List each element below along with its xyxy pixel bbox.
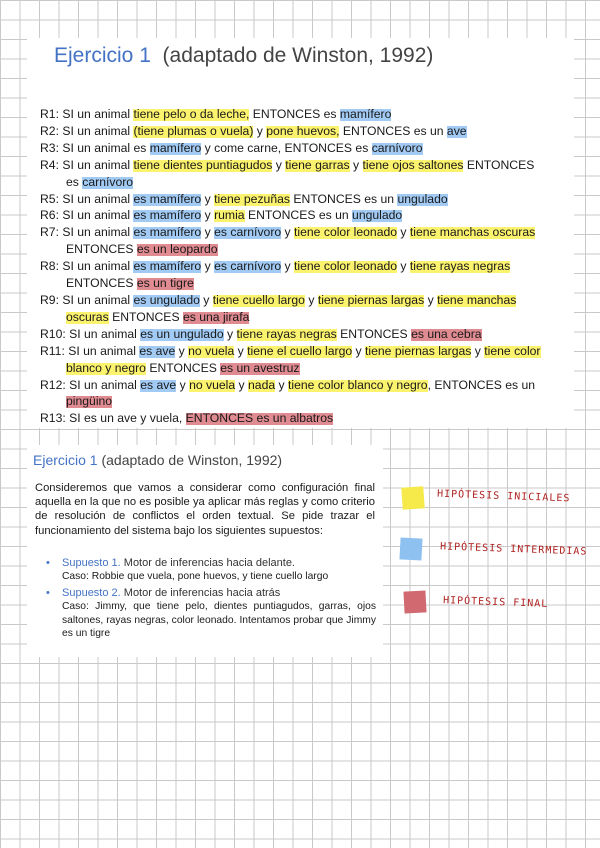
rule-text: R5: SI un animal (40, 191, 134, 206)
rule-text: R6: SI un animal (40, 208, 134, 223)
highlight-final: pingüino (66, 394, 113, 409)
rule-text: y (275, 377, 289, 392)
highlight-initial: rumia (214, 208, 245, 223)
highlight-final: ENTONCES es un albatros (185, 411, 334, 426)
highlight-initial: tiene color blanco y negro (288, 377, 428, 392)
rule-text: y (253, 123, 267, 138)
rule-text: y (424, 292, 438, 307)
highlight-initial: tiene garras (285, 157, 350, 172)
highlight-initial: tiene ojos saltones (362, 157, 464, 172)
rule-text: y (304, 292, 318, 307)
rule-line (40, 157, 570, 174)
section-title-sub: (adaptado de Winston, 1992) (101, 452, 283, 468)
rule-text: y (201, 259, 215, 274)
rule-line (40, 360, 570, 377)
bullet-icon: • (46, 587, 50, 600)
rule-line (40, 224, 570, 241)
rule-line (40, 292, 570, 309)
rule-text: y (281, 259, 295, 274)
highlight-intermediate: ungulado (397, 191, 448, 206)
legend-label-initial: HIPÓTESIS INICIALES (436, 488, 571, 505)
highlight-initial: tiene manchas (437, 292, 517, 307)
rule-text: y (201, 191, 215, 206)
highlight-initial: tiene piernas largas (365, 343, 472, 358)
highlight-initial: no vuela (189, 377, 236, 392)
rule-text: R2: SI un animal (40, 123, 134, 138)
instructions-paragraph: Consideremos que vamos a considerar como configuración final aquella en la que no es posible ya aplicar más reglas y como criterio de resolución de conflictos el orden textual. Se pide trazar el funcionamiento del sistema bajo los siguientes supuestos: (35, 482, 375, 537)
rule-line (40, 258, 570, 275)
rule-line (40, 410, 570, 427)
rule-text: R12: SI un animal (40, 377, 141, 392)
legend-swatch-red (403, 590, 426, 613)
highlight-initial: oscuras (66, 309, 109, 324)
rule-line (40, 207, 570, 224)
rule-text: R3: SI un animal es (40, 140, 150, 155)
highlight-intermediate: es ave (140, 377, 177, 392)
highlight-initial: tiene color (484, 343, 541, 358)
highlight-initial: tiene pezuñas (214, 191, 290, 206)
legend-label-intermediate: HIPÓTESIS INTERMEDIAS (439, 541, 588, 558)
assumption-item (46, 587, 376, 600)
highlight-initial: tiene dientes puntiagudos (133, 157, 273, 172)
rule-line (40, 191, 570, 208)
highlight-initial: blanco y negro (66, 360, 146, 375)
rule-text: R4: SI un animal (40, 157, 134, 172)
highlight-initial: tiene piernas largas (317, 292, 425, 307)
highlight-intermediate: es un ungulado (140, 326, 224, 341)
highlight-intermediate: ave (446, 123, 467, 138)
highlight-intermediate: es ave (139, 343, 176, 358)
rule-line (40, 326, 570, 343)
rule-text: y (281, 225, 295, 240)
rule-text: ENTONCES es un (339, 123, 447, 138)
rule-text: y (201, 208, 215, 223)
assumption-heading (62, 557, 376, 570)
rule-text: R9: SI un animal (40, 292, 134, 307)
highlight-intermediate: es mamífero (133, 259, 202, 274)
assumption-text: Motor de inferencias hacia atrás (120, 587, 281, 600)
rule-line (40, 106, 570, 123)
rule-text: ENTONCES (463, 157, 535, 172)
rule-text: y (349, 157, 363, 172)
title-main: Ejercicio 1 (54, 44, 151, 67)
rule-text: R13: SI es un ave y vuela, (40, 411, 186, 426)
assumption-case: Caso: Jimmy, que tiene pelo, dientes puntiagudos, garras, ojos saltones, rayas negras, color leonado. Intentamos probar que Jimmy es un tigre (62, 601, 376, 639)
rule-text: , ENTONCES es un (427, 377, 536, 392)
highlight-intermediate: es mamífero (133, 208, 202, 223)
assumptions-list (46, 557, 376, 644)
rule-text: ENTONCES es (249, 107, 340, 121)
highlight-intermediate: es ungulado (133, 292, 200, 307)
highlight-initial: pone huevos, (266, 123, 340, 138)
highlight-final: es una jirafa (182, 309, 250, 324)
rule-text: ENTONCES (66, 276, 137, 291)
highlight-final: es un tigre (136, 276, 194, 291)
rule-text: y (234, 343, 248, 358)
highlight-initial: tiene pelo o da leche, (133, 107, 250, 121)
rule-text: y (175, 343, 189, 358)
highlight-initial: tiene el cuello largo (247, 343, 353, 358)
highlight-intermediate: es mamífero (133, 191, 202, 206)
assumption-heading (62, 587, 376, 600)
assumption-label: Supuesto 2. (62, 587, 121, 600)
highlight-initial: tiene cuello largo (212, 292, 305, 307)
rule-text: y (199, 292, 213, 307)
rule-text: y (176, 377, 190, 392)
rules-list (40, 106, 570, 427)
page-title (54, 44, 433, 68)
highlight-initial: tiene color leonado (294, 259, 398, 274)
rule-text: y (397, 259, 410, 274)
highlight-intermediate: es mamífero (133, 225, 202, 240)
rule-text: y (201, 225, 215, 240)
bullet-icon: • (46, 557, 50, 569)
rule-text: y (223, 326, 237, 341)
rule-text: R8: SI un animal (40, 259, 134, 274)
rule-text: R7: SI un animal (40, 225, 134, 240)
highlight-final: es una cebra (411, 326, 482, 341)
assumption-text: Motor de inferencias hacia delante. (120, 557, 295, 569)
rule-line (40, 241, 570, 258)
highlight-initial: tiene rayas negras (409, 259, 511, 274)
highlight-intermediate: es carnívoro (214, 259, 282, 274)
rule-line (40, 393, 570, 410)
rule-line (40, 309, 570, 326)
rule-line (40, 275, 570, 292)
assumption-case: Caso: Robbie que vuela, pone huevos, y tiene cuello largo (62, 571, 329, 582)
rule-text: ENTONCES es un (244, 208, 353, 223)
highlight-final: es un avestruz (220, 360, 300, 375)
assumption-item (46, 557, 376, 570)
section-title (33, 452, 282, 468)
rule-text: ENTONCES (108, 309, 183, 324)
highlight-initial: tiene manchas oscuras (409, 225, 536, 240)
rule-text: ENTONCES (66, 242, 137, 257)
legend-swatch-yellow (401, 486, 424, 509)
rule-line (40, 123, 570, 140)
rule-line (40, 343, 570, 360)
rule-text: ENTONCES (145, 360, 221, 375)
rule-text: y (352, 343, 366, 358)
rule-text: y (471, 343, 485, 358)
rule-text: y (272, 157, 286, 172)
rule-text: ENTONCES es un (290, 191, 398, 206)
rule-line (40, 174, 570, 191)
rule-text: es (66, 174, 83, 189)
rule-text: R11: SI un animal (40, 343, 140, 358)
assumption-label: Supuesto 1. (62, 557, 121, 569)
highlight-initial: nada (248, 377, 276, 392)
rule-line (40, 140, 570, 157)
highlight-intermediate: mamífero (339, 107, 392, 121)
highlight-intermediate: mamífero (149, 140, 202, 155)
highlight-final: es un leopardo (136, 242, 218, 257)
rule-text: y (235, 377, 249, 392)
rule-text: R1: SI un animal (40, 107, 134, 121)
highlight-intermediate: ungulado (352, 208, 403, 223)
highlight-initial: tiene color leonado (294, 225, 398, 240)
highlight-initial: no vuela (188, 343, 235, 358)
rule-line (40, 377, 570, 394)
title-sub: (adaptado de Winston, 1992) (162, 44, 434, 67)
rule-text: R10: SI un animal (40, 326, 141, 341)
highlight-intermediate: carnívoro (82, 174, 134, 189)
section-title-main: Ejercicio 1 (33, 452, 98, 468)
rule-text: y (397, 225, 410, 240)
rule-text: y come carne, ENTONCES es (201, 140, 372, 155)
rule-text: ENTONCES (336, 326, 412, 341)
highlight-initial: tiene rayas negras (236, 326, 337, 341)
highlight-initial: (tiene plumas o vuela) (133, 123, 254, 138)
highlight-intermediate: es carnívoro (214, 225, 282, 240)
highlight-intermediate: carnívoro (371, 140, 423, 155)
legend-swatch-blue (399, 537, 422, 560)
legend-label-final: HIPÓTESIS FINAL (442, 595, 549, 610)
